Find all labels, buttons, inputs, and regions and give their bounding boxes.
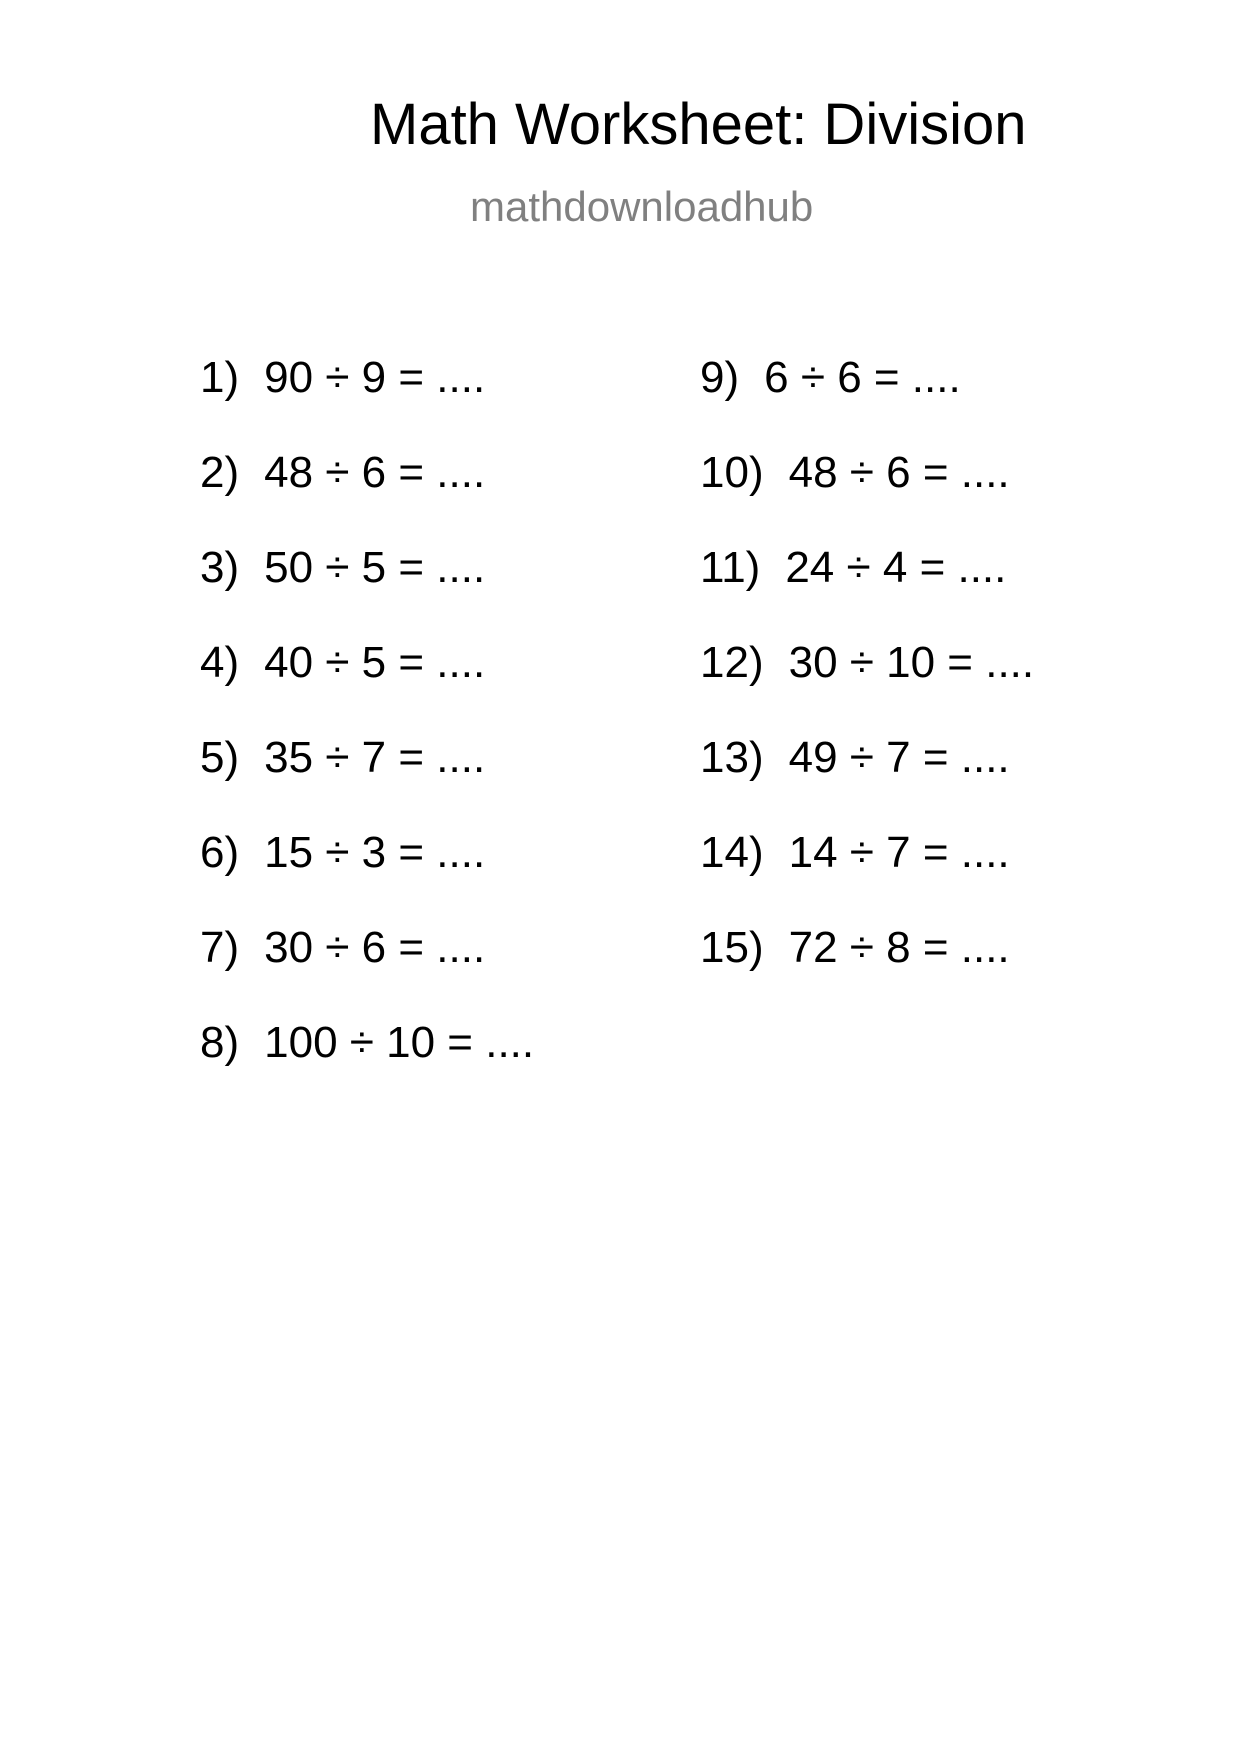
problem-expression: 14 ÷ 7 = ....: [788, 828, 1010, 877]
page-title: Math Worksheet: Division: [370, 92, 1027, 157]
problem-number: 15): [700, 923, 764, 972]
problem-expression: 100 ÷ 10 = ....: [264, 1018, 535, 1067]
problem-number: 10): [700, 448, 764, 497]
problem-number: 1): [200, 353, 240, 402]
problem-3: [200, 543, 486, 592]
problem-8: [200, 1018, 535, 1067]
problem-11: [700, 543, 1007, 592]
problem-13: [700, 733, 1010, 782]
problem-6: [200, 828, 486, 877]
problem-9: [700, 353, 961, 402]
problem-expression: 30 ÷ 6 = ....: [264, 923, 486, 972]
problem-expression: 90 ÷ 9 = ....: [264, 353, 486, 402]
problem-expression: 15 ÷ 3 = ....: [264, 828, 486, 877]
problem-expression: 50 ÷ 5 = ....: [264, 543, 486, 592]
problem-number: 11): [700, 543, 761, 592]
problem-number: 9): [700, 353, 740, 402]
problem-number: 12): [700, 638, 764, 687]
problem-number: 14): [700, 828, 764, 877]
problem-number: 2): [200, 448, 240, 497]
problem-expression: 6 ÷ 6 = ....: [764, 353, 961, 402]
problem-1: [200, 353, 486, 402]
problem-5: [200, 733, 486, 782]
problem-2: [200, 448, 486, 497]
problem-7: [200, 923, 486, 972]
problem-expression: 40 ÷ 5 = ....: [264, 638, 486, 687]
problem-expression: 49 ÷ 7 = ....: [788, 733, 1010, 782]
problem-12: [700, 638, 1035, 687]
problem-4: [200, 638, 486, 687]
problem-number: 7): [200, 923, 240, 972]
problem-15: [700, 923, 1010, 972]
problem-expression: 48 ÷ 6 = ....: [264, 448, 486, 497]
problem-number: 5): [200, 733, 240, 782]
problem-10: [700, 448, 1010, 497]
problem-number: 8): [200, 1018, 240, 1067]
problem-expression: 35 ÷ 7 = ....: [264, 733, 486, 782]
problem-14: [700, 828, 1010, 877]
site-name: mathdownloadhub: [470, 183, 814, 230]
problem-number: 4): [200, 638, 240, 687]
problem-expression: 24 ÷ 4 = ....: [785, 543, 1007, 592]
problem-expression: 30 ÷ 10 = ....: [788, 638, 1035, 687]
problem-expression: 48 ÷ 6 = ....: [788, 448, 1010, 497]
problem-number: 3): [200, 543, 240, 592]
problem-number: 13): [700, 733, 764, 782]
problem-number: 6): [200, 828, 240, 877]
problem-expression: 72 ÷ 8 = ....: [788, 923, 1010, 972]
